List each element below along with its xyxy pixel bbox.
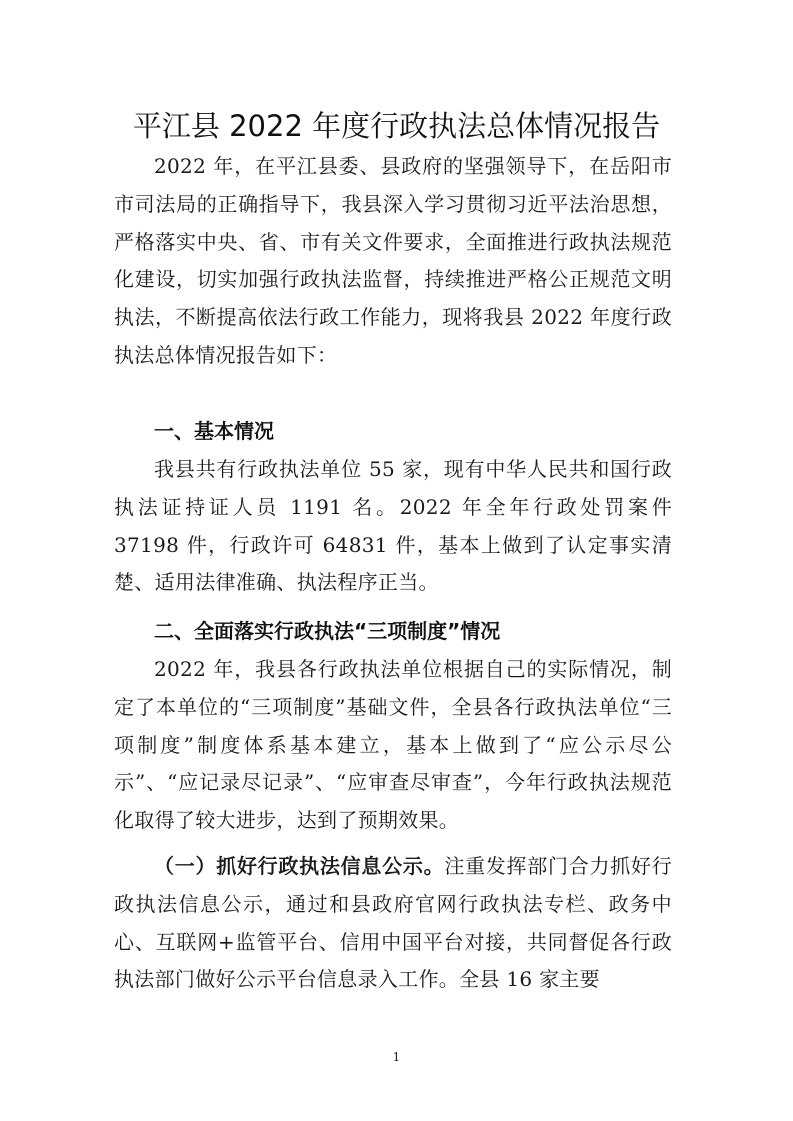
subsection-1-paragraph [114, 848, 672, 999]
intro-paragraph: 2022 年，在平江县委、县政府的坚强领导下，在岳阳市市司法局的正确指导下，我县深入学习贯彻习近平法治思想，严格落实中央、省、市有关文件要求，全面推进行政执法规范化建设，切实加强行政执法监督，持续推进严格公正规范文明执法，不断提高依法行政工作能力，现将我县 2022 年度行政执法总体情况报告如下： [114, 154, 672, 367]
document-title: 平江县 2022 年度行政执法总体情况报告 [132, 109, 661, 143]
subsection-1-lead: （一）抓好行政执法信息公示。 [154, 854, 445, 878]
section-2-heading: 二、全面落实行政执法“三项制度”情况 [154, 619, 501, 643]
subsection-1-text: 注重发挥部门合力抓好行政执法信息公示，通过和县政府官网行政执法专栏、政务中心、互联网+监管平台、信用中国平台对接，共同督促各行政执法部门做好公示平台信息录入工作。全县 16 家主要 [114, 854, 672, 992]
section-1-paragraph: 我县共有行政执法单位 55 家，现有中华人民共和国行政执法证持证人员 1191 名。2022 年全年行政处罚案件 37198 件，行政许可 64831 件，基本上做到了认定事实清楚、适用法律准确、执法程序正当。 [114, 457, 672, 595]
page-number: 1 [392, 1050, 401, 1064]
section-1-heading: 一、基本情况 [154, 419, 274, 443]
section-2-paragraph: 2022 年，我县各行政执法单位根据自己的实际情况，制定了本单位的“三项制度”基础文件，全县各行政执法单位“三项制度”制度体系基本建立，基本上做到了“应公示尽公示”、“应记录尽记录”、“应审查尽审查”，今年行政执法规范化取得了较大进步，达到了预期效果。 [114, 657, 672, 833]
